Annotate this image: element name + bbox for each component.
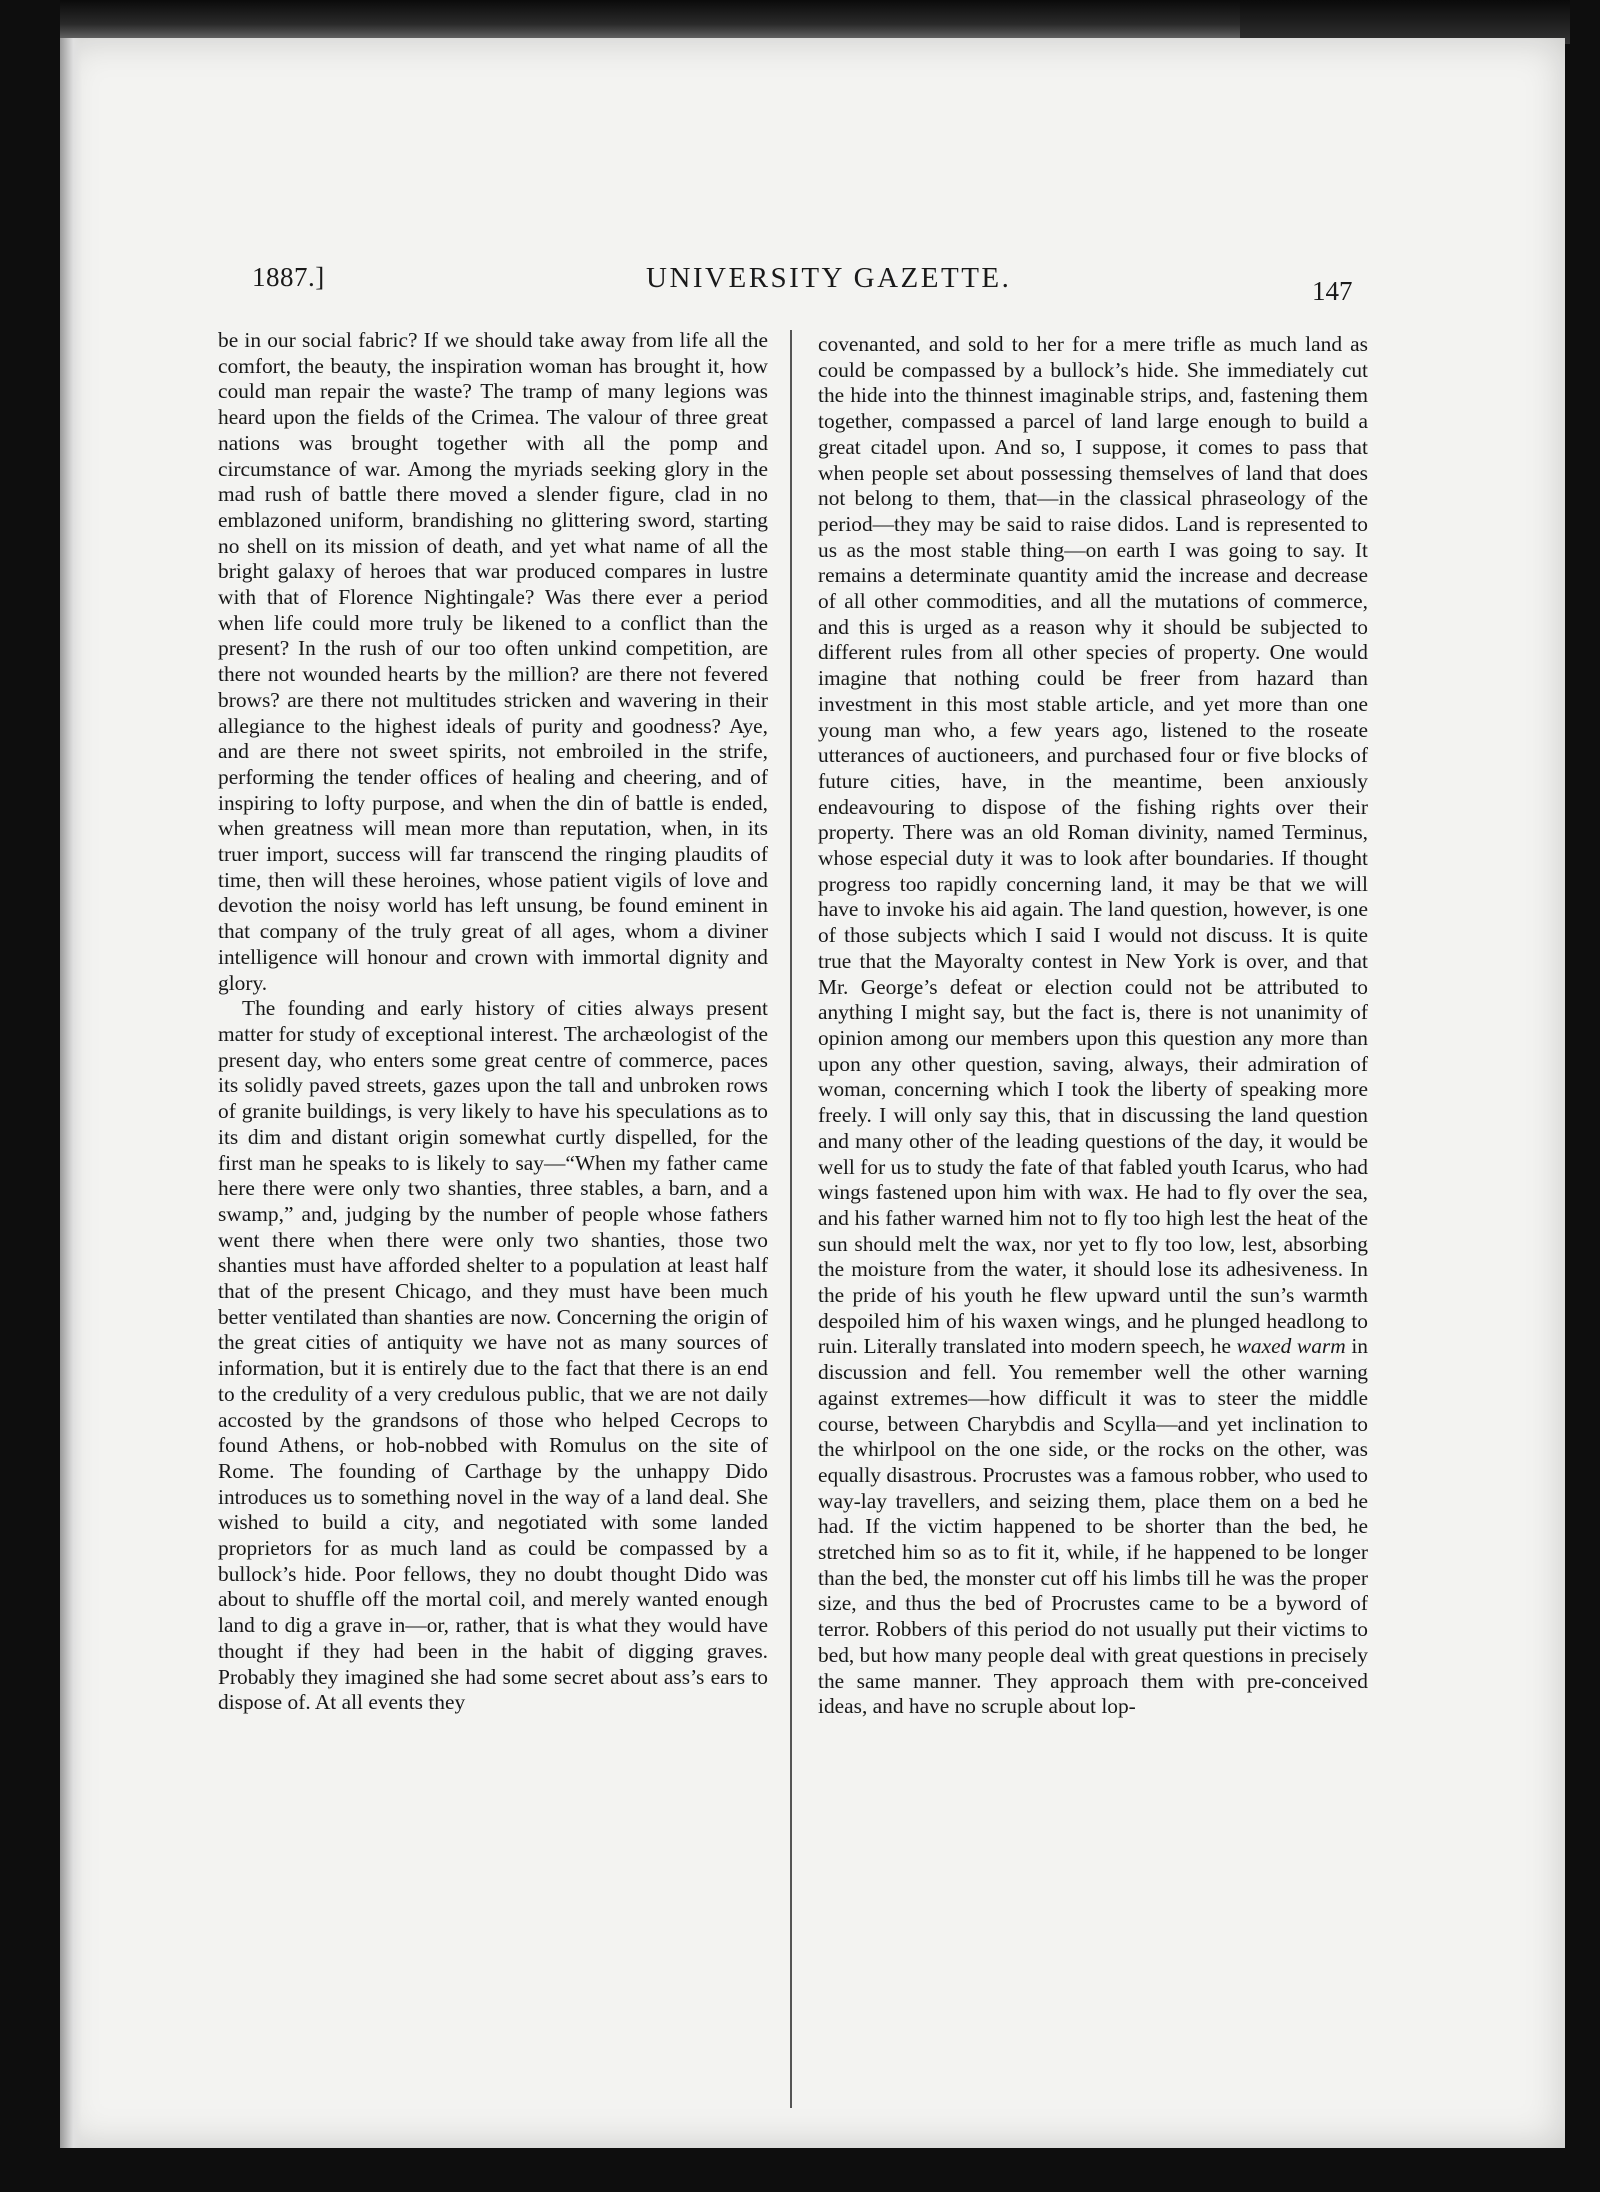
italic-phrase: waxed warm (1236, 1334, 1346, 1359)
column-divider (790, 330, 792, 2108)
header-title: UNIVERSITY GAZETTE. (646, 262, 1012, 294)
right-text-part-1: covenanted, and sold to her for a mere trifle as much land as could be compassed by a bullock’s hide. She immediately cut the hide into the thinnest imaginable strips, and, fastening them together, compassed a parcel of land large enough to build a great citadel upon. And so, I suppose, it comes to pass that when people set about possessing themselves of land that does not belong to them, that—in the classical phraseology of the period—they may be said to raise didos. Land is represented to us as the most stable thing—on earth I was going to say. It remains a determinate quantity amid the increase and decrease of all other commodities, and all the mutations of commerce, and this is urged as a reason why it should be subjected to different rules from all other species of property. One would imagine that nothing could be freer from hazard than investment in this most stable article, and yet more than one young man who, a few years ago, listened to the roseate utterances of auctioneers, and purchased four or five blocks of future cities, have, in the meantime, been anxiously endeavouring to dispose of the fishing rights over their property. There was an old Roman divinity, named Terminus, whose especial duty it was to look after boundaries. If thought progress too rapidly concerning land, it may be that we will have to invoke his aid again. The land question, however, is one of those subjects which I said I would not discuss. It is quite true that the Mayoralty contest in New York is over, and that Mr. George’s defeat or election could not be attributed to anything I might say, but the fact is, there is not unanimity of opinion among our members upon this question any more than upon any other question, saving, always, their admiration of woman, concerning which I took the liberty of speaking more freely. I will only say this, that in discussing the land question and many other of the leading questions of the day, it would be well for us to study the fate of that fabled youth Icarus, who had wings fastened upon him with wax. He had to fly over the sea, and his father warned him not to fly too high lest the heat of the sun should melt the wax, nor yet to fly too low, lest, absorbing the moisture from the water, it should lose its adhesiveness. In the pride of his youth he flew upward until the sun’s warmth despoiled him of his waxen wings, and he plunged headlong to ruin. Literally translated into modern speech, he (818, 332, 1368, 1359)
page-binding-shadow (60, 38, 82, 2148)
running-header (252, 262, 1372, 312)
header-year: 1887.] (252, 262, 325, 292)
right-column (818, 332, 1368, 2122)
right-paragraph-1 (818, 332, 1368, 1720)
left-paragraph-1: be in our social fabric? If we should take away from life all the comfort, the beauty, the inspiration woman has brought it, how could man repair the waste? The tramp of many legions was heard upon the fields of the Crimea. The valour of three great nations was brought together with all the pomp and circumstance of war. Among the myriads seeking glory in the mad rush of battle there moved a slender figure, clad in no emblazoned uniform, brandishing no glittering sword, starting no shell on its mission of death, and yet what name of all the bright galaxy of heroes that war produced compares in lustre with that of Florence Nightingale? Was there ever a period when life could more truly be likened to a conflict than the present? In the rush of our too often unkind competition, are there not wounded hearts by the million? are there not fevered brows? are there not multitudes stricken and wavering in their allegiance to the highest ideals of purity and goodness? Aye, and are there not sweet spirits, not embroiled in the strife, performing the tender offices of healing and cheering, and of inspiring to lofty purpose, and when the din of battle is ended, when greatness will mean more than reputation, when, in its truer import, success will far transcend the ringing plaudits of time, then will these heroines, whose patient vigils of love and devotion the noisy world has left unsung, be found eminent in that company of the truly great of all ages, whom a diviner intelligence will honour and crown with immortal dignity and glory. (218, 328, 768, 995)
page-number: 147 (1312, 276, 1353, 306)
left-paragraph-2: The founding and early history of cities always present matter for study of exceptional interest. The archæologist of the present day, who enters some great centre of commerce, paces its solidly paved streets, gazes upon the tall and unbroken rows of granite buildings, is very likely to have his speculations as to its dim and distant origin somewhat curtly dispelled, for the first man he speaks to is likely to say—“When my father came here there were only two shanties, three stables, a barn, and a swamp,” and, judging by the number of people whose fathers went there when there were only two shanties, those two shanties must have afforded shelter to a population at least half that of the present Chicago, and they must have been much better ventilated than shanties are now. Concerning the origin of the great cities of antiquity we have not as many sources of information, but it is entirely due to the fact that there is an end to the credulity of a very credulous public, that we are not daily accosted by the grandsons of those who helped Cecrops to found Athens, or hob-nobbed with Romulus on the site of Rome. The founding of Carthage by the unhappy Dido introduces us to something novel in the way of a land deal. She wished to build a city, and negotiated with some landed proprietors for as much land as could be compassed by a bullock’s hide. Poor fellows, they no doubt thought Dido was about to shuffle off the mortal coil, and merely wanted enough land to dig a grave in—or, rather, that is what they would have thought if they had been in the habit of digging graves. Probably they imagined she had some secret about ass’s ears to dispose of. At all events they (218, 996, 768, 1715)
right-text-part-2: in discussion and fell. You remember well the other warning against extremes—how difficult it was to steer the middle course, between Charybdis and Scylla—and yet inclination to the whirlpool on the one side, or the rocks on the other, was equally disastrous. Procrustes was a famous robber, who used to way-lay travellers, and seizing them, place them on a bed he had. If the victim happened to be shorter than the bed, he stretched him so as to fit it, while, if he happened to be longer than the bed, the monster cut off his limbs till he was the proper size, and thus the bed of Procrustes came to be a byword of terror. Robbers of this period do not usually put their victims to bed, but how many people deal with great questions in precisely the same manner. They approach them with pre-conceived ideas, and have no scruple about lop- (818, 1334, 1368, 1719)
left-column (218, 328, 768, 2118)
